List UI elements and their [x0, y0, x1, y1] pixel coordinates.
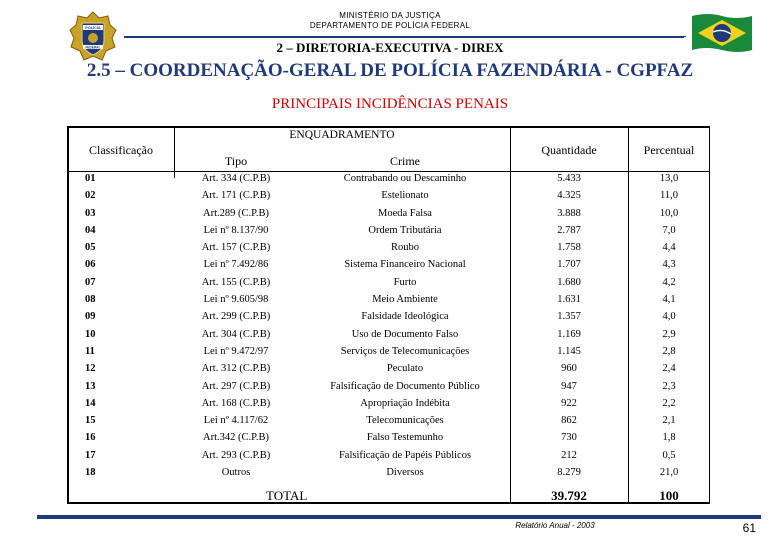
row-tipo: Lei nº 9.472/97 [203, 345, 269, 357]
row-quantidade: 730 [561, 432, 577, 444]
column-header-enquadramento: ENQUADRAMENTO [289, 129, 395, 141]
row-quantidade: 212 [561, 449, 577, 461]
row-crime: Moeda Falsa [378, 207, 432, 219]
row-quantidade: 1.631 [557, 294, 581, 306]
row-tipo: Art.342 (C.P.B) [203, 432, 269, 444]
table-row [67, 431, 710, 448]
column-header-classificacao: Classificação [89, 143, 153, 157]
row-number: 17 [85, 449, 96, 461]
row-tipo: Art. 304 (C.P.B) [201, 328, 271, 340]
row-quantidade: 922 [561, 397, 577, 409]
row-percentual: 2,1 [662, 415, 676, 427]
row-percentual: 7,0 [662, 224, 676, 236]
table-row [67, 224, 710, 241]
column-header-percentual: Percentual [643, 143, 695, 157]
row-number: 09 [85, 311, 96, 323]
row-tipo: Art. 293 (C.P.B) [201, 449, 271, 461]
department-title: DEPARTAMENTO DE POLÍCIA FEDERAL [309, 21, 471, 30]
row-tipo: Art. 334 (C.P.B) [201, 173, 271, 184]
row-quantidade: 4.325 [557, 190, 581, 202]
row-quantidade: 1.357 [557, 311, 581, 323]
table-row [67, 258, 710, 275]
row-percentual: 2,9 [662, 328, 676, 340]
row-percentual: 10,0 [659, 207, 679, 219]
badge-top-text: POLÍCIA [85, 26, 101, 31]
row-quantidade: 2.787 [557, 224, 581, 236]
row-number: 03 [85, 207, 96, 219]
row-crime: Falsidade Ideológica [361, 311, 449, 323]
ministry-title: MINISTÉRIO DA JUSTIÇA [339, 11, 441, 20]
column-header-tipo: Tipo [224, 154, 248, 168]
row-tipo: Art.289 (C.P.B) [203, 207, 269, 219]
column-header-quantidade: Quantidade [541, 143, 597, 157]
row-tipo: Art. 155 (C.P.B) [201, 276, 271, 288]
table-row [67, 241, 710, 258]
row-quantidade: 947 [561, 380, 577, 392]
table-row [67, 397, 710, 414]
row-quantidade: 5.433 [557, 173, 581, 184]
table-row [67, 328, 710, 345]
row-tipo: Lei nº 7.492/86 [203, 259, 269, 271]
row-number: 02 [85, 190, 96, 202]
table-row [67, 362, 710, 379]
row-number: 06 [85, 259, 96, 271]
row-number: 12 [85, 363, 96, 375]
row-number: 01 [85, 173, 96, 184]
row-tipo: Lei nº 4.117/62 [203, 415, 269, 427]
row-tipo: Art. 297 (C.P.B) [201, 380, 271, 392]
row-crime: Contrabando ou Descaminho [343, 173, 467, 184]
row-crime: Diversos [386, 467, 424, 479]
footer-bar [37, 515, 761, 519]
row-crime: Meio Ambiente [372, 294, 438, 306]
row-crime: Peculato [386, 363, 424, 375]
row-number: 07 [85, 276, 96, 288]
row-tipo: Art. 171 (C.P.B) [201, 190, 271, 202]
table-row [67, 310, 710, 327]
row-crime: Falso Testemunho [366, 432, 444, 444]
row-percentual: 1,8 [662, 432, 676, 444]
row-tipo: Lei nº 9.605/98 [203, 294, 269, 306]
row-percentual: 11,0 [660, 190, 678, 202]
row-crime: Uso de Documento Falso [351, 328, 459, 340]
row-percentual: 2,4 [662, 363, 676, 375]
row-quantidade: 1.707 [557, 259, 581, 271]
table-row [67, 380, 710, 397]
page-number: 61 [742, 521, 756, 535]
row-number: 18 [85, 467, 96, 479]
row-percentual: 4,4 [662, 242, 676, 254]
row-number: 15 [85, 415, 96, 427]
table-row [67, 466, 710, 483]
header-divider [124, 36, 684, 38]
row-tipo: Art. 168 (C.P.B) [201, 397, 271, 409]
row-crime: Falsificação de Papéis Públicos [338, 449, 472, 461]
row-crime: Falsificação de Documento Público [330, 380, 480, 392]
row-number: 08 [85, 294, 96, 306]
row-percentual: 4,0 [662, 311, 676, 323]
table-row [67, 189, 710, 206]
row-crime: Estelionato [381, 190, 429, 202]
row-crime: Serviços de Telecomunicações [340, 345, 470, 357]
row-number: 16 [85, 432, 96, 444]
total-label: TOTAL [266, 488, 308, 503]
row-number: 14 [85, 397, 96, 409]
row-quantidade: 8.279 [557, 467, 581, 479]
row-quantidade: 960 [561, 363, 577, 375]
row-quantidade: 1.145 [557, 345, 581, 357]
row-percentual: 2,8 [662, 345, 676, 357]
row-crime: Telecomunicações [366, 415, 444, 427]
row-percentual: 13,0 [659, 173, 679, 184]
row-tipo: Outros [221, 467, 251, 479]
table-row [67, 449, 710, 466]
row-crime: Sistema Financeiro Nacional [344, 259, 466, 271]
row-percentual: 2,3 [662, 380, 676, 392]
row-percentual: 2,2 [662, 397, 676, 409]
total-quantidade: 39.792 [551, 488, 587, 503]
row-tipo: Art. 299 (C.P.B) [201, 311, 271, 323]
table-row [67, 345, 710, 362]
table-row [67, 276, 710, 293]
row-tipo: Art. 312 (C.P.B) [201, 363, 271, 375]
table-row [67, 172, 710, 189]
row-percentual: 4,1 [662, 294, 676, 306]
row-quantidade: 1.169 [557, 328, 581, 340]
row-percentual: 4,3 [662, 259, 676, 271]
row-tipo: Lei nº 8.137/90 [203, 224, 269, 236]
row-percentual: 21,0 [659, 467, 679, 479]
row-percentual: 0,5 [662, 449, 676, 461]
row-percentual: 4,2 [662, 276, 676, 288]
badge-bottom-text: FEDERAL [85, 45, 101, 50]
row-quantidade: 1.680 [557, 276, 581, 288]
table-row [67, 293, 710, 310]
row-number: 10 [85, 328, 96, 340]
row-number: 11 [85, 345, 95, 357]
table-row [67, 414, 710, 431]
table-body [67, 172, 710, 483]
header-divider-right [646, 36, 686, 37]
row-quantidade: 1.758 [557, 242, 581, 254]
table-heading: PRINCIPAIS INCIDÊNCIAS PENAIS [271, 96, 509, 112]
row-crime: Roubo [390, 242, 419, 254]
row-number: 04 [85, 224, 96, 236]
row-crime: Ordem Tributária [368, 224, 442, 236]
report-label: Relatório Anual - 2003 [515, 521, 595, 530]
total-percentual: 100 [659, 488, 679, 503]
row-quantidade: 862 [561, 415, 577, 427]
table-row [67, 207, 710, 224]
coordination-title: 2.5 – COORDENAÇÃO-GERAL DE POLÍCIA FAZENDÁRIA - CGPFAZ [86, 60, 694, 81]
row-number: 13 [85, 380, 96, 392]
column-header-crime: Crime [390, 154, 420, 168]
row-crime: Apropriação Indébita [360, 397, 450, 409]
row-crime: Furto [393, 276, 417, 288]
row-number: 05 [85, 242, 96, 254]
directorate-title: 2 – DIRETORIA-EXECUTIVA - DIREX [276, 40, 504, 55]
row-tipo: Art. 157 (C.P.B) [201, 242, 271, 254]
row-quantidade: 3.888 [557, 207, 581, 219]
